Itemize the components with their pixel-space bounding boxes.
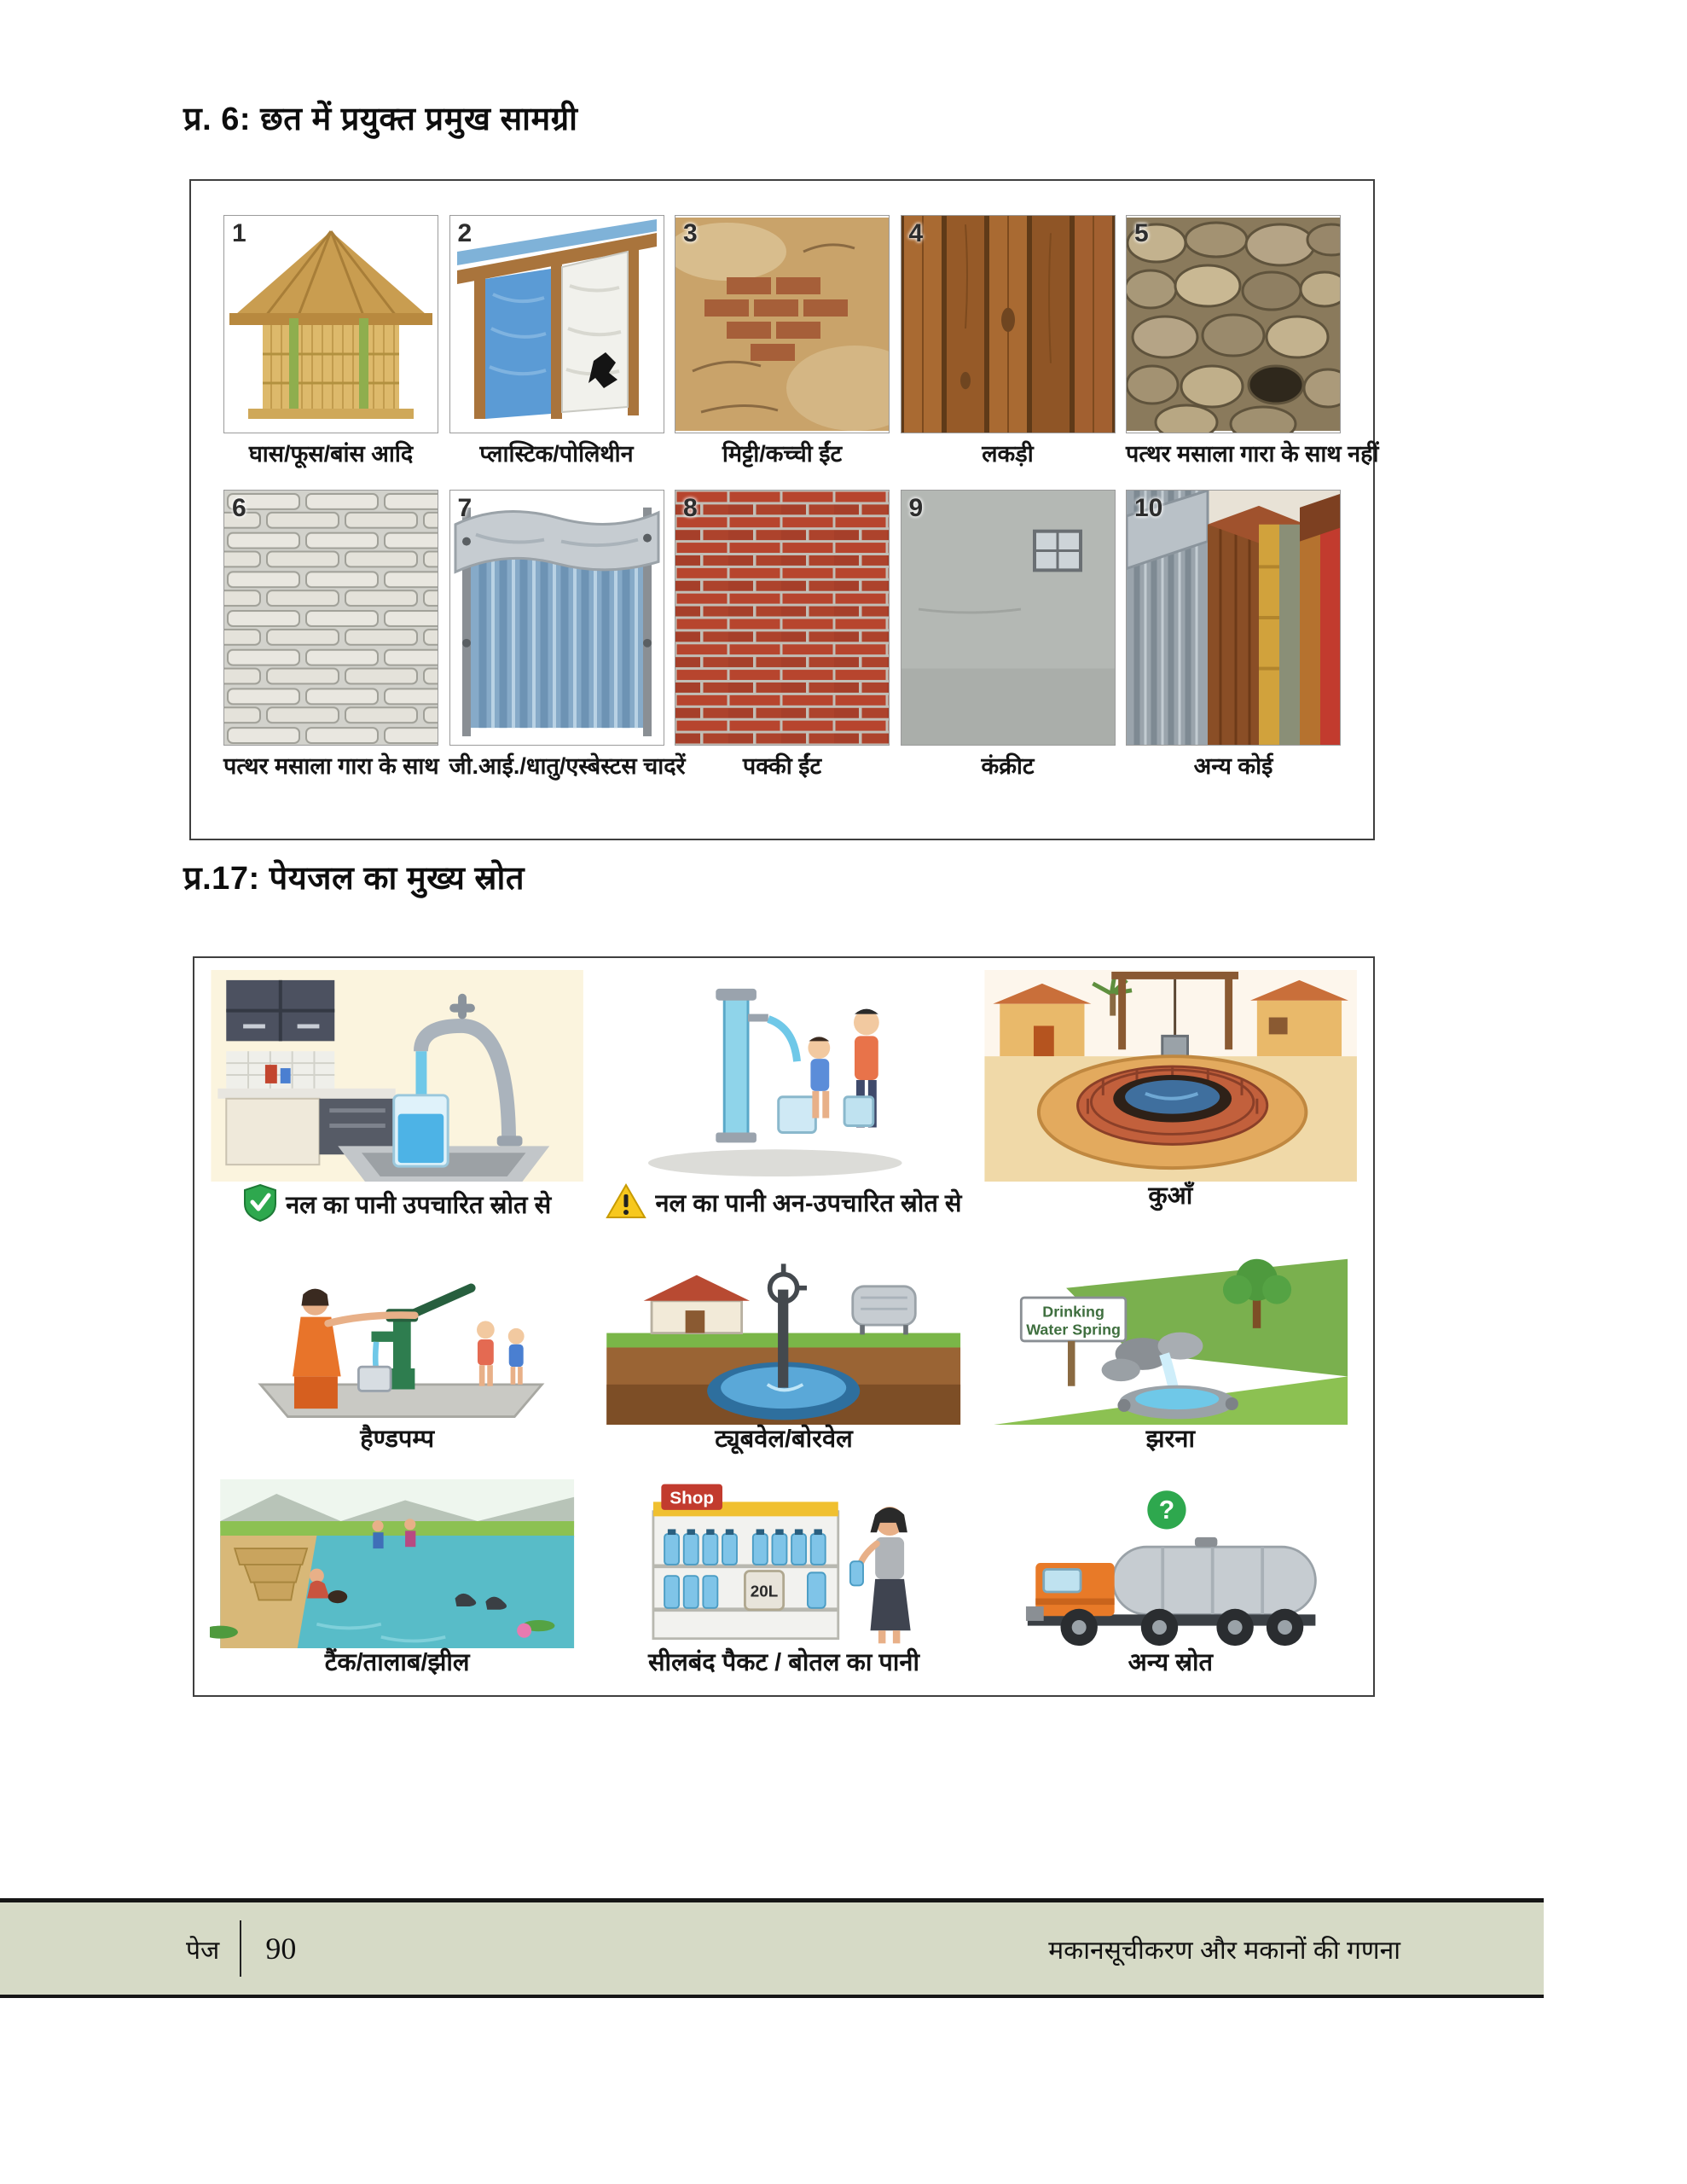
footer-divider bbox=[240, 1920, 241, 1977]
stone-with-mortar-icon bbox=[224, 491, 438, 745]
tile-number: 2 bbox=[457, 219, 472, 247]
cell-image bbox=[596, 970, 971, 1182]
water-source-label-row bbox=[1146, 1426, 1195, 1454]
tile-number: 6 bbox=[232, 494, 246, 523]
tile-number: 8 bbox=[683, 494, 698, 523]
stone-without-mortar-icon bbox=[1127, 216, 1340, 433]
mud-unburnt-brick-wall-icon bbox=[675, 216, 889, 433]
water-source-label: नल का पानी अन-उपचारित स्रोत से bbox=[655, 1190, 962, 1217]
warning-triangle-icon bbox=[606, 1183, 646, 1226]
water-source-cell bbox=[596, 1479, 971, 1695]
concrete-wall-icon bbox=[901, 491, 1115, 745]
water-tanker-truck-icon bbox=[983, 1479, 1358, 1648]
roof-material-label: प्लास्टिक/पोलिथीन bbox=[479, 441, 634, 467]
tile-image-box bbox=[901, 215, 1116, 433]
kitchen-tap-treated-water-icon bbox=[210, 970, 584, 1182]
cell-image bbox=[983, 1479, 1358, 1648]
roof-materials-row-2 bbox=[223, 490, 1341, 780]
water-source-label: अन्य स्रोत bbox=[1128, 1649, 1214, 1677]
roof-materials-row-1 bbox=[223, 215, 1379, 468]
roof-material-label: कंक्रीट bbox=[981, 753, 1035, 780]
water-source-cell bbox=[983, 1256, 1358, 1472]
roof-material-tile bbox=[901, 490, 1116, 780]
tile-number: 7 bbox=[457, 494, 472, 523]
burnt-brick-wall-icon bbox=[675, 491, 889, 745]
tank-pond-lake-icon bbox=[210, 1479, 584, 1648]
roof-materials-panel bbox=[189, 179, 1379, 840]
cell-image bbox=[210, 970, 584, 1182]
cell-image bbox=[210, 1256, 584, 1425]
svg-text:Shop: Shop bbox=[670, 1488, 715, 1508]
cell-image bbox=[596, 1479, 971, 1648]
water-source-cell bbox=[210, 1479, 584, 1695]
cell-image bbox=[210, 1479, 584, 1648]
roof-material-label: जी.आई./धातु/एस्बेस्टस चादरें bbox=[449, 753, 686, 780]
water-source-cell bbox=[596, 970, 971, 1247]
tile-image-box bbox=[675, 215, 890, 433]
roof-material-tile bbox=[675, 490, 890, 780]
tubewell-borewell-icon bbox=[596, 1256, 971, 1425]
water-source-label: सीलबंद पैकट / बोतल का पानी bbox=[647, 1649, 920, 1677]
roof-material-tile bbox=[449, 490, 686, 780]
footer-page-number: 90 bbox=[265, 1931, 297, 1966]
water-source-label: कुआँ bbox=[1148, 1182, 1193, 1210]
tile-image-box bbox=[449, 215, 664, 433]
q17-heading: प्र.17: पेयजल का मुख्य स्रोत bbox=[183, 861, 525, 897]
footer-doc-title: मकानसूचीकरण और मकानों की गणना bbox=[1048, 1936, 1400, 1965]
tile-image-box bbox=[223, 490, 438, 746]
water-source-label-row bbox=[606, 1183, 961, 1226]
svg-text:20L: 20L bbox=[751, 1582, 779, 1600]
cell-image bbox=[596, 1256, 971, 1425]
water-source-cell bbox=[983, 1479, 1358, 1695]
tile-number: 4 bbox=[908, 219, 924, 247]
water-source-label-row bbox=[648, 1650, 919, 1677]
water-source-cell bbox=[983, 970, 1358, 1247]
hand-pump-icon bbox=[210, 1256, 584, 1425]
cell-image bbox=[983, 970, 1358, 1182]
tile-image-box bbox=[1126, 490, 1341, 746]
water-source-label: हैण्डपम्प bbox=[360, 1425, 435, 1453]
roof-material-label: घास/फूस/बांस आदि bbox=[248, 441, 414, 467]
water-source-label: झरना bbox=[1145, 1425, 1196, 1453]
tile-image-box bbox=[223, 215, 438, 433]
tile-number: 1 bbox=[232, 219, 246, 247]
svg-text:Water Spring: Water Spring bbox=[1025, 1321, 1121, 1339]
water-source-label-row bbox=[1148, 1183, 1192, 1211]
q6-heading: प्र. 6: छत में प्रयुक्त प्रमुख सामग्री bbox=[183, 102, 578, 137]
public-standpipe-untreated-water-icon bbox=[596, 970, 971, 1182]
roof-material-tile bbox=[449, 215, 664, 468]
water-source-cell bbox=[210, 1256, 584, 1472]
tile-number: 10 bbox=[1134, 494, 1163, 523]
drinking-water-panel bbox=[193, 956, 1375, 1697]
roof-material-tile bbox=[675, 215, 890, 468]
water-source-cell bbox=[210, 970, 584, 1247]
water-source-label-row bbox=[243, 1183, 551, 1229]
sealed-packet-bottled-water-icon bbox=[596, 1479, 971, 1648]
thatch-bamboo-hut-icon bbox=[224, 216, 438, 433]
roof-material-tile bbox=[223, 490, 438, 780]
water-source-label: ट्यूबवेल/बोरवेल bbox=[715, 1425, 853, 1453]
water-source-label-row bbox=[360, 1426, 434, 1454]
roof-material-label: पक्की ईंट bbox=[742, 753, 822, 780]
plastic-polythene-shelter-icon bbox=[450, 216, 664, 433]
water-source-label: टैंक/तालाब/झील bbox=[324, 1649, 470, 1677]
gi-metal-asbestos-sheets-icon bbox=[450, 491, 664, 745]
page-footer bbox=[0, 1898, 1544, 1998]
svg-text:Drinking: Drinking bbox=[1041, 1303, 1104, 1321]
brick-well-icon bbox=[983, 970, 1358, 1182]
water-source-label-row bbox=[1128, 1650, 1214, 1677]
roof-material-label: मिट्टी/कच्ची ईंट bbox=[722, 441, 843, 467]
water-source-label-row bbox=[325, 1650, 470, 1677]
water-source-label-row bbox=[715, 1426, 853, 1454]
cell-image bbox=[983, 1256, 1358, 1425]
tile-image-box bbox=[449, 490, 664, 746]
footer-page-label: पेज bbox=[186, 1936, 220, 1965]
other-material-collage-icon bbox=[1127, 491, 1340, 745]
water-source-cell bbox=[596, 1256, 971, 1472]
roof-material-tile bbox=[901, 215, 1116, 468]
water-source-label: नल का पानी उपचारित स्रोत से bbox=[286, 1192, 552, 1219]
roof-material-label: पत्थर मसाला गारा के साथ नहीं bbox=[1126, 441, 1379, 467]
tile-number: 5 bbox=[1134, 219, 1149, 247]
svg-text:?: ? bbox=[1158, 1496, 1174, 1525]
tile-number: 9 bbox=[908, 494, 924, 523]
tile-number: 3 bbox=[683, 219, 698, 247]
roof-material-tile bbox=[1126, 215, 1379, 468]
drinking-water-spring-icon bbox=[983, 1256, 1358, 1425]
roof-material-label: अन्य कोई bbox=[1193, 753, 1273, 780]
tile-image-box bbox=[675, 490, 890, 746]
roof-material-label: पत्थर मसाला गारा के साथ bbox=[223, 753, 439, 780]
wood-planks-icon bbox=[901, 216, 1115, 433]
roof-material-tile bbox=[1126, 490, 1341, 780]
shield-check-icon bbox=[243, 1183, 277, 1229]
tile-image-box bbox=[901, 490, 1116, 746]
roof-material-label: लकड़ी bbox=[982, 441, 1034, 467]
roof-material-tile bbox=[223, 215, 438, 468]
tile-image-box bbox=[1126, 215, 1341, 433]
